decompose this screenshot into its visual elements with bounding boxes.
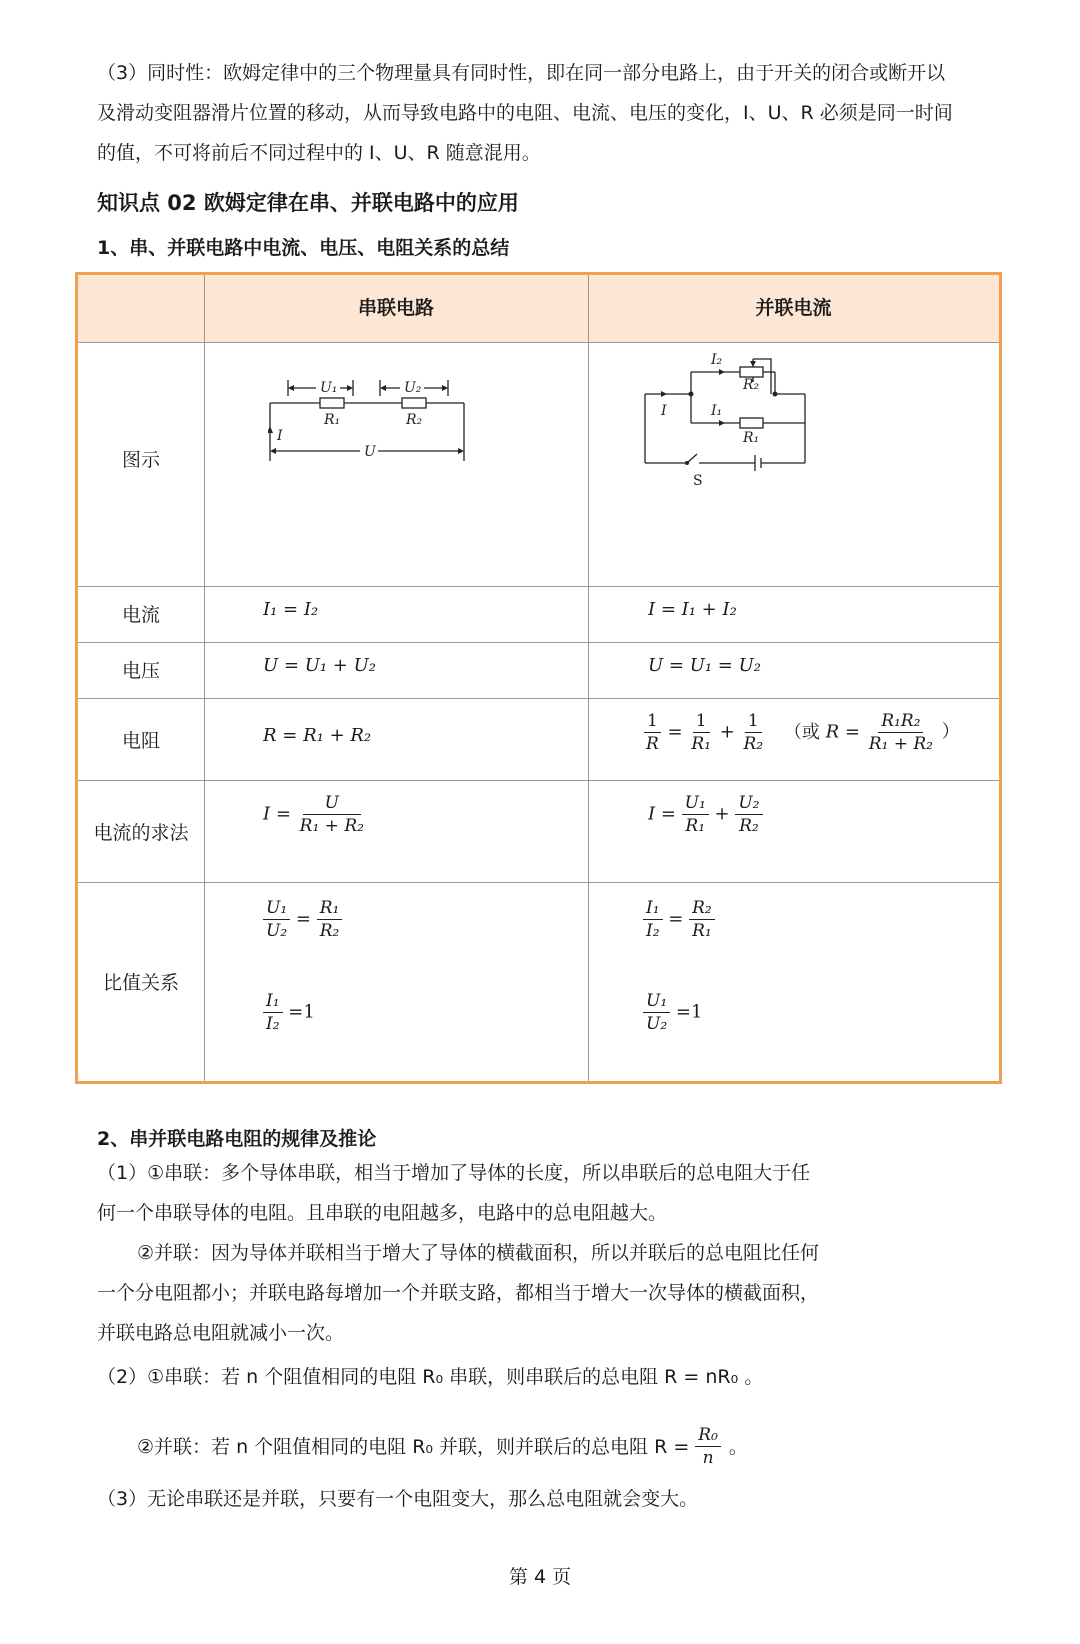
frac-num: I₁ xyxy=(643,897,663,920)
frac-den: R₁ xyxy=(692,921,712,941)
series-label-i: I xyxy=(277,428,283,444)
rule-1a: （1）①串联：多个导体串联，相当于增加了导体的长度，所以串联后的总电阻大于任 xyxy=(97,1162,811,1184)
header-series: 串联电路 xyxy=(357,297,434,319)
frac-num: I₁ xyxy=(263,990,283,1013)
rule-1e: 并联电路总电阻就减小一次。 xyxy=(97,1322,345,1344)
frac-den: I₂ xyxy=(646,921,660,941)
summary-table xyxy=(75,272,1002,1084)
res-or-text: （或 xyxy=(783,721,820,743)
series-voltage-formula: U = U₁ + U₂ xyxy=(263,655,376,676)
frac-num: 1 xyxy=(745,710,762,733)
frac-den: R₂ xyxy=(319,921,340,941)
frac-den: R₁ + R₂ xyxy=(299,816,364,836)
frac-den: R₁ xyxy=(685,816,706,836)
row-divider xyxy=(78,642,999,643)
page-number: 第 4 页 xyxy=(508,1566,572,1588)
para-simultaneity-line2: 及滑动变阻器滑片位置的移动，从而导致电路中的电阻、电流、电压的变化，I、U、R 必须是同一时间 xyxy=(97,102,953,124)
frac-den: R₂ xyxy=(743,734,764,754)
ratio-rhs: =1 xyxy=(675,1001,703,1023)
frac-den: U₂ xyxy=(646,1014,668,1034)
parallel-label-s: S xyxy=(693,473,703,489)
series-resistance-formula: R = R₁ + R₂ xyxy=(263,725,372,746)
series-current-formula: I₁ = I₂ xyxy=(263,599,319,620)
parallel-label-i2: I₂ xyxy=(711,352,723,368)
frac-den: n xyxy=(702,1448,714,1468)
row-label-current-method: 电流的求法 xyxy=(93,822,189,844)
parallel-voltage-formula: U = U₁ = U₂ xyxy=(648,655,761,676)
method-lhs: I = xyxy=(648,803,676,825)
rule-1c: ②并联：因为导体并联相当于增大了导体的横截面积，所以并联后的总电阻比任何 xyxy=(137,1242,820,1264)
ratio-rhs: =1 xyxy=(288,1001,315,1023)
row-divider xyxy=(78,586,999,587)
frac-den: R xyxy=(646,734,659,754)
para-simultaneity-line1: （3）同时性：欧姆定律中的三个物理量具有同时性，即在同一部分电路上，由于开关的闭合或断开以 xyxy=(97,62,946,84)
parallel-ratio-formula-2 xyxy=(643,990,702,1035)
row-label-resistance: 电阻 xyxy=(121,730,160,752)
row-label-voltage: 电压 xyxy=(121,660,160,682)
parallel-label-r2: R₂ xyxy=(743,377,760,393)
subsection-title-1: 1、串、并联电路中电流、电压、电阻关系的总结 xyxy=(97,237,510,259)
series-ratio-formula-1: $\frac{\text{U₁}}{\text{U₂}}$ = $\frac{\text{R₁}}{\text{R₂}}$ xyxy=(263,897,342,942)
res-close: ） xyxy=(941,721,960,743)
parallel-label-i1: I₁ xyxy=(711,403,723,419)
frac-num: 1 xyxy=(693,710,710,733)
frac-num: R₁R₂ xyxy=(878,710,923,733)
col-divider xyxy=(588,275,589,1081)
frac-num: U₂ xyxy=(735,792,762,815)
frac-den: I₂ xyxy=(266,1014,280,1034)
series-ratio-formula-2 xyxy=(263,990,315,1035)
series-label-u: U xyxy=(364,444,376,460)
parallel-resistance-formula: $\frac{1}{R}$ = $\frac{1}{\text{R₁}}$ + $\frac{1}{\text{R₂}}$ （或 R = $\frac{\text{R₁R₂}}{\text{R₁ + R₂}}$ ） xyxy=(643,710,960,755)
subsection-title-2: 2、串并联电路电阻的规律及推论 xyxy=(97,1128,377,1150)
frac-den: R₁ + R₂ xyxy=(868,734,933,754)
rule-1b: 何一个串联导体的电阻。且串联的电阻越多，电路中的总电阻越大。 xyxy=(97,1202,668,1224)
parallel-method-formula: I = $\frac{\text{U₁}}{\text{R₁}}$ + $\frac{\text{U₂}}{\text{R₂}}$ xyxy=(648,792,763,837)
frac-num: U₁ xyxy=(682,792,709,815)
para-simultaneity-line3: 的值，不可将前后不同过程中的 I、U、R 随意混用。 xyxy=(97,142,541,164)
frac-den: R₁ xyxy=(691,734,711,754)
parallel-ratio-formula-1: $\frac{\text{I₁}}{\text{I₂}}$ = $\frac{\text{R₂}}{\text{R₁}}$ xyxy=(643,897,715,942)
frac-num: U xyxy=(303,792,361,815)
section-title: 知识点 02 欧姆定律在串、并联电路中的应用 xyxy=(97,191,519,215)
frac-num: R₀ xyxy=(695,1424,721,1447)
frac-num: R₁ xyxy=(317,897,343,920)
frac-num: U₁ xyxy=(643,990,670,1013)
series-circuit-diagram xyxy=(268,360,478,475)
col-divider xyxy=(204,275,205,1081)
frac-den: R₂ xyxy=(739,816,759,836)
series-label-u2: U₂ xyxy=(404,380,422,396)
rule-2b-text: ②并联：若 n 个阻值相同的电阻 R₀ 并联，则并联后的总电阻 R = xyxy=(137,1435,690,1458)
parallel-circuit-diagram xyxy=(643,347,843,502)
series-label-r2: R₂ xyxy=(406,412,423,428)
row-divider xyxy=(78,780,999,781)
row-divider xyxy=(78,882,999,883)
parallel-label-i: I xyxy=(661,403,667,419)
row-divider xyxy=(78,698,999,699)
row-label-diagram: 图示 xyxy=(121,449,160,471)
row-label-ratio: 比值关系 xyxy=(102,972,179,994)
frac-num: 1 xyxy=(644,710,661,733)
method-lhs: I = xyxy=(263,803,291,825)
rule-2b-end: 。 xyxy=(728,1435,748,1458)
frac-den: U₂ xyxy=(266,921,288,941)
frac-num: U₁ xyxy=(263,897,290,920)
series-label-u1: U₁ xyxy=(320,380,338,396)
series-method-formula xyxy=(263,792,367,837)
parallel-label-r1: R₁ xyxy=(743,430,760,446)
rule-2b xyxy=(137,1424,748,1469)
res-r-eq: R = xyxy=(825,721,860,743)
rule-2a: （2）①串联：若 n 个阻值相同的电阻 R₀ 串联，则串联后的总电阻 R = nR₀ 。 xyxy=(97,1366,764,1388)
parallel-current-formula: I = I₁ + I₂ xyxy=(648,599,737,620)
series-label-r1: R₁ xyxy=(324,412,341,428)
rule-3: （3）无论串联还是并联，只要有一个电阻变大，那么总电阻就会变大。 xyxy=(97,1488,699,1510)
header-parallel: 并联电流 xyxy=(755,297,832,319)
rule-1d: 一个分电阻都小；并联电路每增加一个并联支路，都相当于增大一次导体的横截面积， xyxy=(97,1282,820,1304)
row-divider xyxy=(78,342,999,343)
row-label-current: 电流 xyxy=(121,604,160,626)
frac-num: R₂ xyxy=(689,897,715,920)
